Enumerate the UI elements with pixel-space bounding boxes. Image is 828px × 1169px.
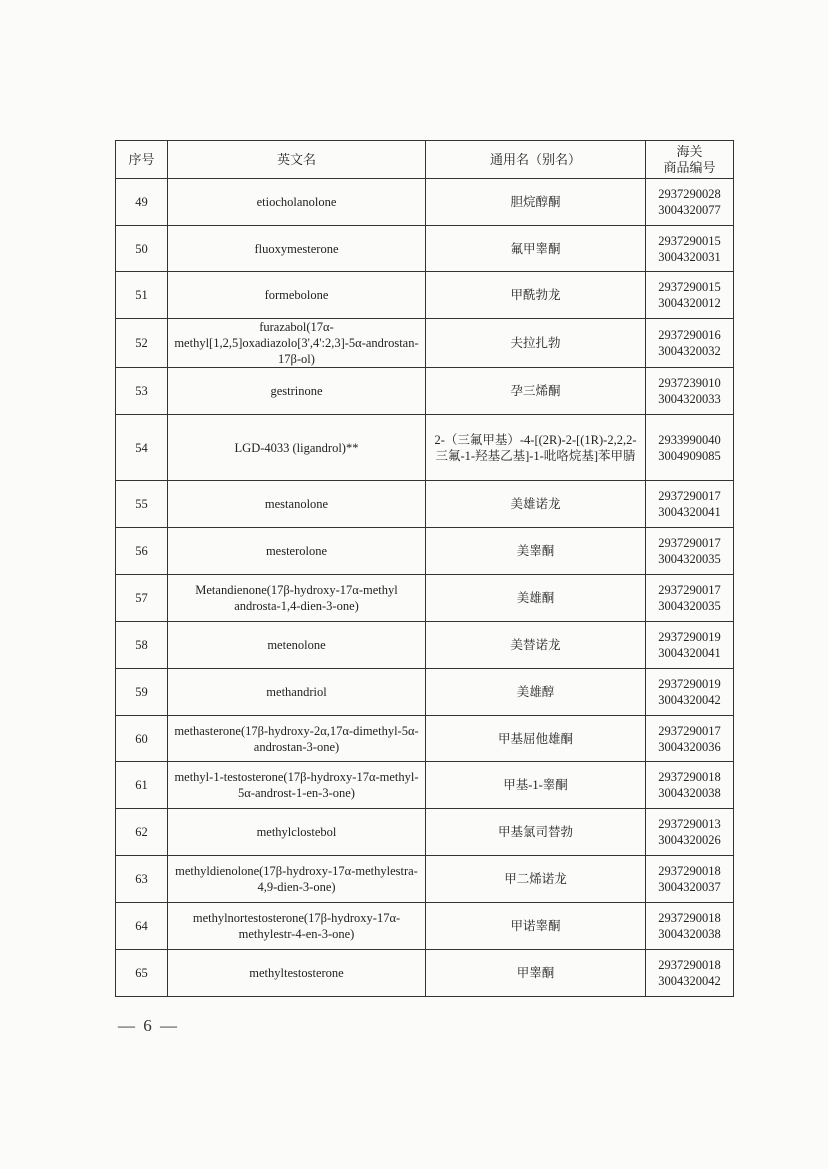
- hs-code-primary: 2937290017: [658, 536, 721, 550]
- row-english-name: furazabol(17α-methyl[1,2,5]oxadiazolo[3',4':2,3]-5α-androstan-17β-ol): [168, 319, 426, 368]
- table-row: [116, 669, 734, 716]
- row-common-name: 美睾酮: [426, 528, 646, 575]
- row-english-name: mesterolone: [168, 528, 426, 575]
- hs-code-primary: 2937290015: [658, 280, 721, 294]
- row-english-name: methylnortestosterone(17β-hydroxy-17α-methylestr-4-en-3-one): [168, 903, 426, 950]
- header-no: 序号: [116, 141, 168, 179]
- hs-code-secondary: 3004320036: [658, 739, 721, 754]
- row-no: 57: [116, 575, 168, 622]
- row-no: 52: [116, 319, 168, 368]
- table-row: [116, 319, 734, 368]
- table-row: [116, 481, 734, 528]
- hs-code-primary: 2937290013: [658, 817, 721, 831]
- row-no: 64: [116, 903, 168, 950]
- row-hs-codes: [646, 809, 734, 856]
- row-hs-codes: [646, 179, 734, 226]
- hs-code-secondary: 3004320077: [658, 203, 721, 217]
- row-common-name: 2-（三氟甲基）-4-[(2R)-2-[(1R)-2,2,2-三氟-1-羟基乙基]-1-吡咯烷基]苯甲腈: [426, 415, 646, 481]
- table-row: [116, 179, 734, 226]
- hs-code-secondary: 3004320041: [658, 646, 721, 660]
- row-hs-codes: [646, 368, 734, 415]
- row-no: 56: [116, 528, 168, 575]
- hs-code-secondary: 3004320042: [658, 693, 721, 707]
- row-no: 60: [116, 716, 168, 762]
- row-hs-codes: [646, 272, 734, 319]
- table-row: [116, 415, 734, 481]
- hs-code-secondary: 3004320042: [658, 974, 721, 988]
- hs-code-secondary: 3004320041: [658, 505, 721, 519]
- hs-code-secondary: 3004320033: [658, 392, 721, 406]
- row-english-name: methandriol: [168, 669, 426, 716]
- row-common-name: 美雄醇: [426, 669, 646, 716]
- row-english-name: Metandienone(17β-hydroxy-17α-methyl androsta-1,4-dien-3-one): [168, 575, 426, 622]
- row-common-name: 美替诺龙: [426, 622, 646, 669]
- row-hs-codes: [646, 226, 734, 272]
- row-common-name: 孕三烯酮: [426, 368, 646, 415]
- row-common-name: 氟甲睾酮: [426, 226, 646, 272]
- hs-code-secondary: 3004320026: [658, 833, 721, 847]
- table-body: [116, 179, 734, 997]
- header-english-name: 英文名: [168, 141, 426, 179]
- row-common-name: 甲诺睾酮: [426, 903, 646, 950]
- row-no: 59: [116, 669, 168, 716]
- table-row: [116, 762, 734, 809]
- hs-code-primary: 2937290019: [658, 677, 721, 691]
- header-common-name: 通用名（别名）: [426, 141, 646, 179]
- header-hs-line1: 海关: [676, 143, 703, 159]
- row-hs-codes: [646, 575, 734, 622]
- row-common-name: 胆烷醇酮: [426, 179, 646, 226]
- table-row: [116, 622, 734, 669]
- substance-table: [115, 140, 734, 997]
- header-hs-code: [646, 141, 734, 179]
- hs-code-primary: 2937290018: [658, 770, 721, 784]
- row-common-name: 甲酰勃龙: [426, 272, 646, 319]
- hs-code-primary: 2937290028: [658, 187, 721, 201]
- row-no: 62: [116, 809, 168, 856]
- table-header-row: [116, 141, 734, 179]
- hs-code-primary: 2937290018: [658, 958, 721, 972]
- hs-code-primary: 2937290017: [658, 583, 721, 597]
- table-row: [116, 809, 734, 856]
- row-english-name: methyltestosterone: [168, 950, 426, 997]
- row-english-name: etiocholanolone: [168, 179, 426, 226]
- row-no: 61: [116, 762, 168, 809]
- hs-code-primary: 2937290019: [658, 630, 721, 644]
- row-english-name: methyldienolone(17β-hydroxy-17α-methylestra-4,9-dien-3-one): [168, 856, 426, 903]
- table-row: [116, 903, 734, 950]
- row-no: 63: [116, 856, 168, 903]
- row-hs-codes: [646, 622, 734, 669]
- hs-code-primary: 2937290017: [658, 723, 721, 738]
- table-row: [116, 856, 734, 903]
- row-common-name: 甲基氯司替勃: [426, 809, 646, 856]
- hs-code-secondary: 3004320035: [658, 552, 721, 566]
- row-no: 50: [116, 226, 168, 272]
- hs-code-secondary: 3004320031: [658, 249, 721, 264]
- table-row: [116, 272, 734, 319]
- row-no: 49: [116, 179, 168, 226]
- page-number: — 6 —: [118, 1016, 179, 1035]
- row-common-name: 美雄酮: [426, 575, 646, 622]
- row-english-name: LGD-4033 (ligandrol)**: [168, 415, 426, 481]
- hs-code-secondary: 3004909085: [658, 448, 721, 463]
- hs-code-primary: 2937290016: [658, 328, 721, 342]
- row-common-name: 夫拉扎勃: [426, 319, 646, 368]
- table-row: [116, 226, 734, 272]
- row-common-name: 甲二烯诺龙: [426, 856, 646, 903]
- row-hs-codes: [646, 950, 734, 997]
- row-english-name: formebolone: [168, 272, 426, 319]
- hs-code-primary: 2937239010: [658, 376, 721, 390]
- hs-code-secondary: 3004320037: [658, 880, 721, 894]
- table-row: [116, 950, 734, 997]
- row-hs-codes: [646, 903, 734, 950]
- hs-code-primary: 2937290017: [658, 489, 721, 503]
- row-hs-codes: [646, 762, 734, 809]
- table-row: [116, 528, 734, 575]
- hs-code-secondary: 3004320012: [658, 296, 721, 310]
- table-row: [116, 575, 734, 622]
- row-common-name: 甲基屈他雄酮: [426, 716, 646, 762]
- row-no: 65: [116, 950, 168, 997]
- row-no: 51: [116, 272, 168, 319]
- row-no: 53: [116, 368, 168, 415]
- row-english-name: gestrinone: [168, 368, 426, 415]
- hs-code-secondary: 3004320038: [658, 927, 721, 941]
- row-english-name: methyl-1-testosterone(17β-hydroxy-17α-methyl-5α-androst-1-en-3-one): [168, 762, 426, 809]
- header-hs-line2: 商品编号: [663, 159, 716, 175]
- row-hs-codes: [646, 319, 734, 368]
- table-row: [116, 716, 734, 762]
- row-english-name: methylclostebol: [168, 809, 426, 856]
- row-english-name: fluoxymesterone: [168, 226, 426, 272]
- hs-code-primary: 2933990040: [658, 432, 721, 447]
- hs-code-secondary: 3004320035: [658, 599, 721, 613]
- row-hs-codes: [646, 856, 734, 903]
- row-common-name: 美雄诺龙: [426, 481, 646, 528]
- row-hs-codes: [646, 528, 734, 575]
- hs-code-primary: 2937290015: [658, 233, 721, 248]
- hs-code-secondary: 3004320032: [658, 344, 721, 358]
- row-hs-codes: [646, 669, 734, 716]
- row-no: 58: [116, 622, 168, 669]
- row-common-name: 甲基-1-睾酮: [426, 762, 646, 809]
- row-no: 54: [116, 415, 168, 481]
- hs-code-primary: 2937290018: [658, 864, 721, 878]
- row-hs-codes: [646, 481, 734, 528]
- hs-code-primary: 2937290018: [658, 911, 721, 925]
- row-hs-codes: [646, 415, 734, 481]
- hs-code-secondary: 3004320038: [658, 786, 721, 800]
- row-english-name: metenolone: [168, 622, 426, 669]
- row-english-name: methasterone(17β-hydroxy-2α,17α-dimethyl-5α-androstan-3-one): [168, 716, 426, 762]
- row-hs-codes: [646, 716, 734, 762]
- row-common-name: 甲睾酮: [426, 950, 646, 997]
- table-row: [116, 368, 734, 415]
- row-english-name: mestanolone: [168, 481, 426, 528]
- row-no: 55: [116, 481, 168, 528]
